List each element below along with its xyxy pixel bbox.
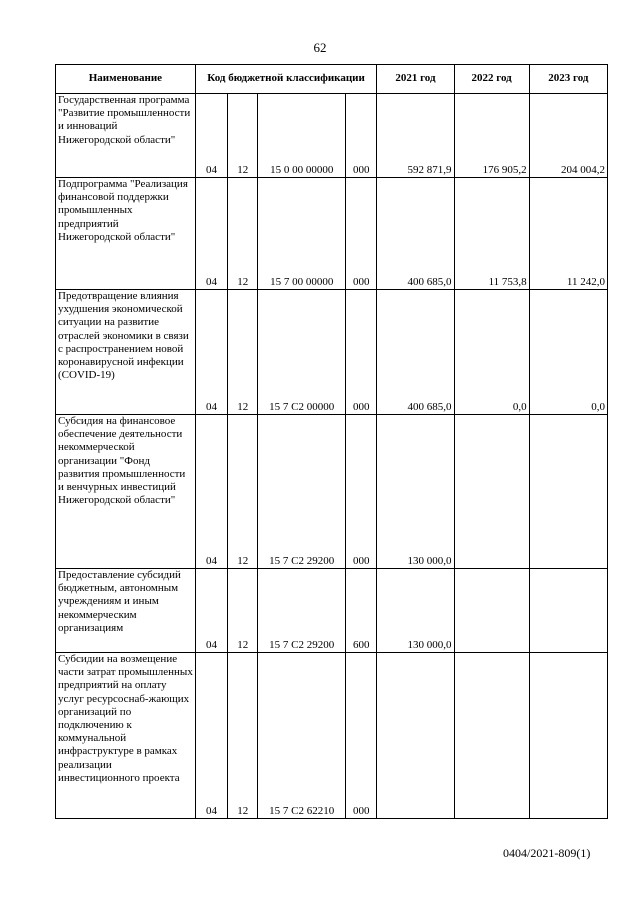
row-code-target: 15 0 00 00000 <box>258 94 346 178</box>
row-name: Предоставление субсидий бюджетным, автономным учреждениям и иным некоммерческим организациям <box>56 569 196 653</box>
row-amount-2022: 0,0 <box>454 290 529 415</box>
row-amount-2023: 204 004,2 <box>529 94 607 178</box>
row-code-target: 15 7 С2 00000 <box>258 290 346 415</box>
table-header-row <box>56 65 608 94</box>
header-2021: 2021 год <box>377 65 454 94</box>
page-number: 62 <box>313 40 327 55</box>
row-name: Государственная программа "Развитие промышленности и инноваций Нижегородской области" <box>56 94 196 178</box>
row-amount-2023 <box>529 415 607 569</box>
row-amount-2022 <box>454 653 529 819</box>
header-2023: 2023 год <box>529 65 607 94</box>
row-code-target: 15 7 С2 29200 <box>258 415 346 569</box>
table-row <box>56 415 608 569</box>
row-amount-2021: 400 685,0 <box>377 290 454 415</box>
row-amount-2022 <box>454 415 529 569</box>
row-code-expense-type: 000 <box>346 290 377 415</box>
row-code-target: 15 7 С2 29200 <box>258 569 346 653</box>
row-code-section: 04 <box>195 290 227 415</box>
table-row <box>56 653 608 819</box>
row-code-section: 04 <box>195 653 227 819</box>
row-code-target: 15 7 С2 62210 <box>258 653 346 819</box>
row-code-subsection: 12 <box>228 290 258 415</box>
header-2022: 2022 год <box>454 65 529 94</box>
row-amount-2023 <box>529 653 607 819</box>
table-row <box>56 569 608 653</box>
row-amount-2021: 400 685,0 <box>377 178 454 290</box>
row-code-subsection: 12 <box>228 94 258 178</box>
header-code: Код бюджетной классификации <box>195 65 377 94</box>
row-amount-2021: 130 000,0 <box>377 415 454 569</box>
row-code-expense-type: 000 <box>346 653 377 819</box>
row-amount-2021 <box>377 653 454 819</box>
header-name: Наименование <box>56 65 196 94</box>
budget-table <box>55 64 608 819</box>
row-code-expense-type: 000 <box>346 415 377 569</box>
row-amount-2023 <box>529 569 607 653</box>
row-name: Предотвращение влияния ухудшения экономической ситуации на развитие отраслей экономики в связи с распространением новой коронавирусной инфекции (COVID-19) <box>56 290 196 415</box>
row-amount-2021: 130 000,0 <box>377 569 454 653</box>
row-code-subsection: 12 <box>228 415 258 569</box>
row-amount-2022: 11 753,8 <box>454 178 529 290</box>
row-code-subsection: 12 <box>228 569 258 653</box>
row-amount-2023: 0,0 <box>529 290 607 415</box>
row-name: Субсидии на возмещение части затрат промышленных предприятий на оплату услуг ресурсоснаб-жающих организаций по подключению к коммунальной инфраструктуре в рамках реализации инвестиционного проекта <box>56 653 196 819</box>
row-code-subsection: 12 <box>228 178 258 290</box>
row-name: Субсидия на финансовое обеспечение деятельности некоммерческой организации "Фонд развития промышленности и венчурных инвестиций Нижегородской области" <box>56 415 196 569</box>
row-code-expense-type: 600 <box>346 569 377 653</box>
row-amount-2022 <box>454 569 529 653</box>
row-code-section: 04 <box>195 569 227 653</box>
row-code-subsection: 12 <box>228 653 258 819</box>
row-amount-2023: 11 242,0 <box>529 178 607 290</box>
row-code-expense-type: 000 <box>346 178 377 290</box>
row-amount-2021: 592 871,9 <box>377 94 454 178</box>
row-amount-2022: 176 905,2 <box>454 94 529 178</box>
document-code: 0404/2021-809(1) <box>503 846 591 860</box>
table-row <box>56 290 608 415</box>
row-code-target: 15 7 00 00000 <box>258 178 346 290</box>
row-code-section: 04 <box>195 178 227 290</box>
row-code-section: 04 <box>195 94 227 178</box>
row-name: Подпрограмма "Реализация финансовой поддержки промышленных предприятий Нижегородской области" <box>56 178 196 290</box>
row-code-expense-type: 000 <box>346 94 377 178</box>
table-row <box>56 178 608 290</box>
row-code-section: 04 <box>195 415 227 569</box>
table-row <box>56 94 608 178</box>
